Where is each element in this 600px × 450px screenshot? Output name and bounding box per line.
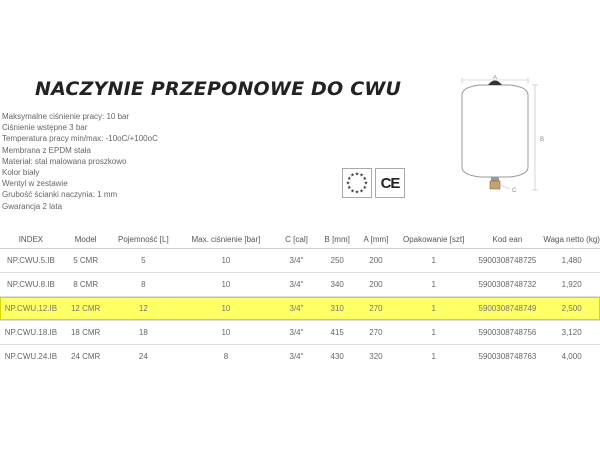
- spec-item: Ciśnienie wstępne 3 bar: [2, 123, 88, 133]
- table-cell: 320: [369, 351, 383, 361]
- spec-item: Kolor biały: [2, 168, 40, 178]
- spec-item: Temperatura pracy min/max: -10oC/+100oC: [2, 134, 158, 144]
- diagram-label-a: A: [492, 75, 498, 81]
- eu-stars-icon: [342, 168, 372, 198]
- table-cell: 3/4": [275, 320, 319, 344]
- col-header: Opakowanie [szt]: [396, 232, 472, 248]
- col-header: Max. ciśnienie [bar]: [177, 232, 274, 248]
- table-cell: 10: [177, 320, 274, 344]
- eu-stars-svg: [344, 170, 370, 196]
- col-header: A [mm]: [356, 232, 396, 248]
- table-cell: NP.CWU.24.IB: [4, 351, 58, 361]
- table-cell: 1: [396, 272, 472, 296]
- table-cell: 250: [318, 248, 356, 272]
- table-cell: 1: [396, 248, 472, 272]
- table-cell: 2,500: [543, 296, 600, 320]
- table-cell: 3/4": [275, 272, 319, 296]
- spec-list: [2, 111, 158, 212]
- table-cell: 5: [110, 248, 178, 272]
- table-cell: 5900308748756: [472, 320, 544, 344]
- svg-text:★: ★: [346, 176, 352, 182]
- table-cell: 1,920: [543, 272, 600, 296]
- table-cell: 340: [318, 272, 356, 296]
- table-cell: 5900308748732: [472, 272, 544, 296]
- specs-table: [0, 232, 600, 368]
- table-cell: 3/4": [289, 351, 304, 361]
- page-title: NACZYNIE PRZEPONOWE DO CWU: [35, 78, 402, 100]
- table-row: [0, 272, 600, 296]
- svg-text:★: ★: [362, 176, 368, 182]
- table-cell: 24: [138, 351, 148, 361]
- spec-item: Maksymalne ciśnienie pracy: 10 bar: [2, 112, 130, 121]
- svg-text:★: ★: [354, 189, 360, 196]
- table-cell: 1: [396, 320, 472, 344]
- svg-text:★: ★: [350, 188, 355, 195]
- col-header: Pojemność [L]: [110, 232, 178, 248]
- table-cell: 10: [177, 248, 274, 272]
- svg-text:★: ★: [354, 171, 360, 178]
- table-cell: 270: [356, 296, 396, 320]
- svg-text:★: ★: [350, 172, 355, 179]
- col-header: C [cal]: [275, 232, 319, 248]
- svg-text:★: ★: [359, 172, 364, 179]
- ce-mark-text: CE: [380, 174, 400, 192]
- svg-text:★: ★: [363, 180, 369, 187]
- table-cell: 310: [318, 296, 356, 320]
- col-header: INDEX: [0, 232, 62, 248]
- svg-text:★: ★: [359, 188, 364, 195]
- table-row: [0, 248, 600, 272]
- table-cell: 5900308748725: [472, 248, 544, 272]
- table-row-highlighted: [0, 296, 600, 320]
- spec-item: Gwarancja 2 lata: [2, 201, 63, 211]
- table-header-row: [0, 232, 600, 248]
- spec-item: Grubość ścianki naczynia: 1 mm: [2, 190, 118, 200]
- certification-marks: [342, 168, 405, 198]
- col-header: Kod ean: [472, 232, 544, 248]
- table-cell: 4,000: [561, 351, 582, 361]
- table-cell: 12 CMR: [62, 296, 110, 320]
- table-cell: 415: [318, 320, 356, 344]
- spec-item: Membrana z EPDM stała: [2, 145, 91, 155]
- table-cell: 270: [356, 320, 396, 344]
- ce-mark-icon: [375, 168, 405, 198]
- spec-item: Wentyl w zestawie: [2, 179, 68, 189]
- diagram-label-c: C: [512, 188, 517, 194]
- svg-text:★: ★: [345, 180, 351, 187]
- table-row: [0, 320, 600, 344]
- table-cell: 200: [356, 248, 396, 272]
- table-cell: 3/4": [275, 248, 319, 272]
- diagram-label-b: B: [540, 137, 545, 143]
- table-cell: 5900308748763: [478, 351, 537, 361]
- table-cell: 5900308748749: [472, 296, 544, 320]
- table-cell: NP.CWU.18.IB: [0, 320, 62, 344]
- col-header: Model: [62, 232, 110, 248]
- table-cell: NP.CWU.12.IB: [0, 296, 62, 320]
- table-cell: 10: [177, 296, 274, 320]
- table-cell: 3/4": [275, 296, 319, 320]
- spec-item: Materiał: stal malowana proszkowo: [2, 156, 127, 166]
- table-cell: 5 CMR: [62, 248, 110, 272]
- table-cell: 1: [396, 296, 472, 320]
- col-header: Waga netto (kg): [543, 232, 600, 248]
- svg-text:★: ★: [362, 185, 368, 191]
- table-cell: 1: [431, 351, 436, 361]
- table-cell: 3,120: [543, 320, 600, 344]
- table-cell: NP.CWU.5.IB: [0, 248, 62, 272]
- table-cell: 18 CMR: [62, 320, 110, 344]
- table-cell: 8: [110, 272, 178, 296]
- table-cell: 24 CMR: [70, 351, 101, 361]
- vessel-diagram-icon: [440, 75, 550, 200]
- table-cell: 18: [110, 320, 178, 344]
- table-cell: 12: [110, 296, 178, 320]
- table-row: [0, 344, 600, 368]
- table-cell: 200: [356, 272, 396, 296]
- col-header: B [mm]: [318, 232, 356, 248]
- svg-text:★: ★: [346, 185, 352, 191]
- table-cell: 8 CMR: [62, 272, 110, 296]
- table-cell: 10: [177, 272, 274, 296]
- table-cell: 430: [330, 351, 344, 361]
- table-cell: NP.CWU.8.IB: [0, 272, 62, 296]
- table-cell: 8: [223, 351, 229, 361]
- table-cell: 1,480: [543, 248, 600, 272]
